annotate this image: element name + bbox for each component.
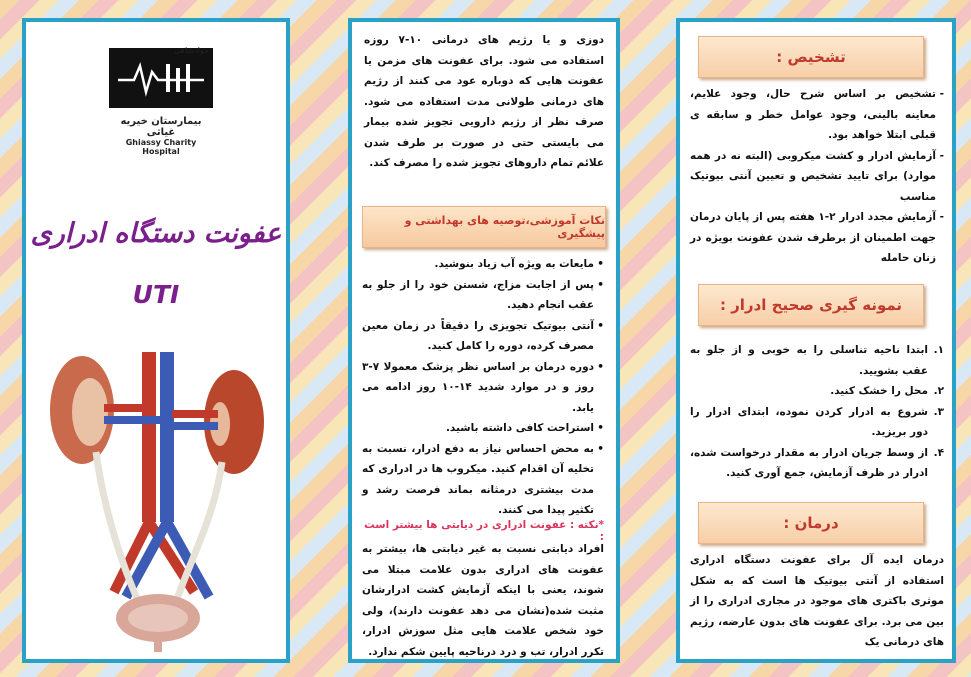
list-item <box>690 402 944 443</box>
diagnosis-heading: تشخیص : <box>698 36 924 78</box>
diagnosis-panel <box>676 18 956 663</box>
cover-panel <box>22 18 290 663</box>
step-number: ۲. <box>933 385 944 397</box>
list-item: - تشخیص بر اساس شرح حال، وجود علایم، معاینه بالینی، وجود عوامل خطر و سابقه ی قبلی ابتلا خواهد بود. <box>690 84 944 146</box>
list-item <box>690 340 944 381</box>
hospital-logo <box>106 48 216 158</box>
logo-name-en: Ghiassy Charity Hospital <box>125 138 197 156</box>
list-item: • پس از اجابت مزاج، شستن خود را از جلو به عقب انجام دهید. <box>362 275 604 316</box>
list-item: - آزمایش ادرار و کشت میکروبی (البته نه در همه موارد) برای تایید تشخیص و تعیین آنتی بیوتیک مناسب <box>690 146 944 208</box>
list-item: • استراحت کافی داشته باشید. <box>362 418 604 439</box>
logo-top-text: جواد‌شاهی <box>174 46 209 55</box>
logo-name-fa: بیمارستان خیریه غیاثی <box>120 116 202 138</box>
step-number: ۱. <box>933 344 944 356</box>
urinary-system-illustration <box>44 352 276 652</box>
list-item <box>690 381 944 402</box>
sample-heading: نمونه گیری صحیح ادرار : <box>698 284 924 326</box>
tips-panel <box>348 18 620 663</box>
step-text: شروع به ادرار کردن نموده، ابتدای ادرار را دور بریزید. <box>690 405 928 438</box>
step-text: ابتدا ناحیه تناسلی را به خوبی و از جلو به عقب بشویید. <box>690 344 928 377</box>
tips-heading: نکات آموزشی،توصیه های بهداشتی و پیشگیری <box>362 206 606 248</box>
logo-mark <box>109 48 213 108</box>
note-body: افراد دیابتی نسبت به غیر دیابتی ها، بیشتر به عفونت های ادراری بدون علامت مبتلا می شوند، یعنی با اینکه آزمایش کشت ادرارشان مثبت شده(نشان می دهد عفونت دارند)، ولی خود شخص علامت هایی مثل سوزش ادرار، تکرر ادرار، تب و درد درناحیه پایین شکم ندارد. <box>362 543 604 658</box>
tips-list <box>362 254 604 521</box>
list-item: - آزمایش مجدد ادرار ۲-۱ هفته پس از پایان درمان جهت اطمینان از برطرف شدن عفونت بویژه در زنان حامله <box>690 207 944 269</box>
brochure-title: عفونت دستگاه ادراری <box>30 218 282 249</box>
treatment-text: درمان ایده آل برای عفونت دستگاه ادراری استفاده از آنتی بیوتیک ها است که به شکل موثری باکتری های موجود در مجاری ادراری را از بین می برد. برای عفونت های بدون عارضه، رژیم های درمانی یک <box>690 554 944 648</box>
list-item: • مایعات به ویژه آب زیاد بنوشید. <box>362 254 604 275</box>
list-item: • آنتی بیوتیک تجویزی را دقیقاً در زمان معین مصرف کرده، دوره را کامل کنید. <box>362 316 604 357</box>
sample-steps-list <box>690 340 944 484</box>
list-item <box>690 443 944 484</box>
list-item: • به محض احساس نیاز به دفع ادرار، نسبت به تخلیه آن اقدام کنید. میکروب ها در ادراری که مدت بیشتری درمثانه بماند فرصت رشد و تکثیر پیدا می کنند. <box>362 439 604 521</box>
brochure-subtitle: UTI <box>132 280 180 309</box>
step-number: ۳. <box>933 405 944 418</box>
heartbeat-icon <box>116 58 206 98</box>
note-title: *نکته : عفونت ادراری در دیابتی ها بیشتر است : <box>364 519 604 543</box>
step-text: محل را خشک کنید. <box>830 385 928 397</box>
treatment-continuation-text: دوزی و یا رژیم های درمانی ۱۰-۷ روزه استفاده می شود. برای عفونت های مزمن یا عفونت هایی که دوباره عود می کنند از رژیم های درمانی طولانی مدت استفاده می شود. صرف نظر از رژیم دارویی تجویز شده بیمار می بایستی حتی در صورت بر طرف شدن علائم تمام داروهای تجویز شده را مصرف کند. <box>364 34 604 169</box>
step-number: ۴. <box>933 446 944 459</box>
treatment-heading: درمان : <box>698 502 924 544</box>
list-item: • دوره درمان بر اساس نظر پزشک معمولا ۷-۳ روز و در موارد شدید ۱۴-۱۰ روز ادامه می یابد. <box>362 357 604 419</box>
step-text: از وسط جریان ادرار به مقدار درخواست شده، ادرار در ظرف آزمایش، جمع آوری کنید. <box>690 446 928 479</box>
diagnosis-list <box>690 84 944 269</box>
